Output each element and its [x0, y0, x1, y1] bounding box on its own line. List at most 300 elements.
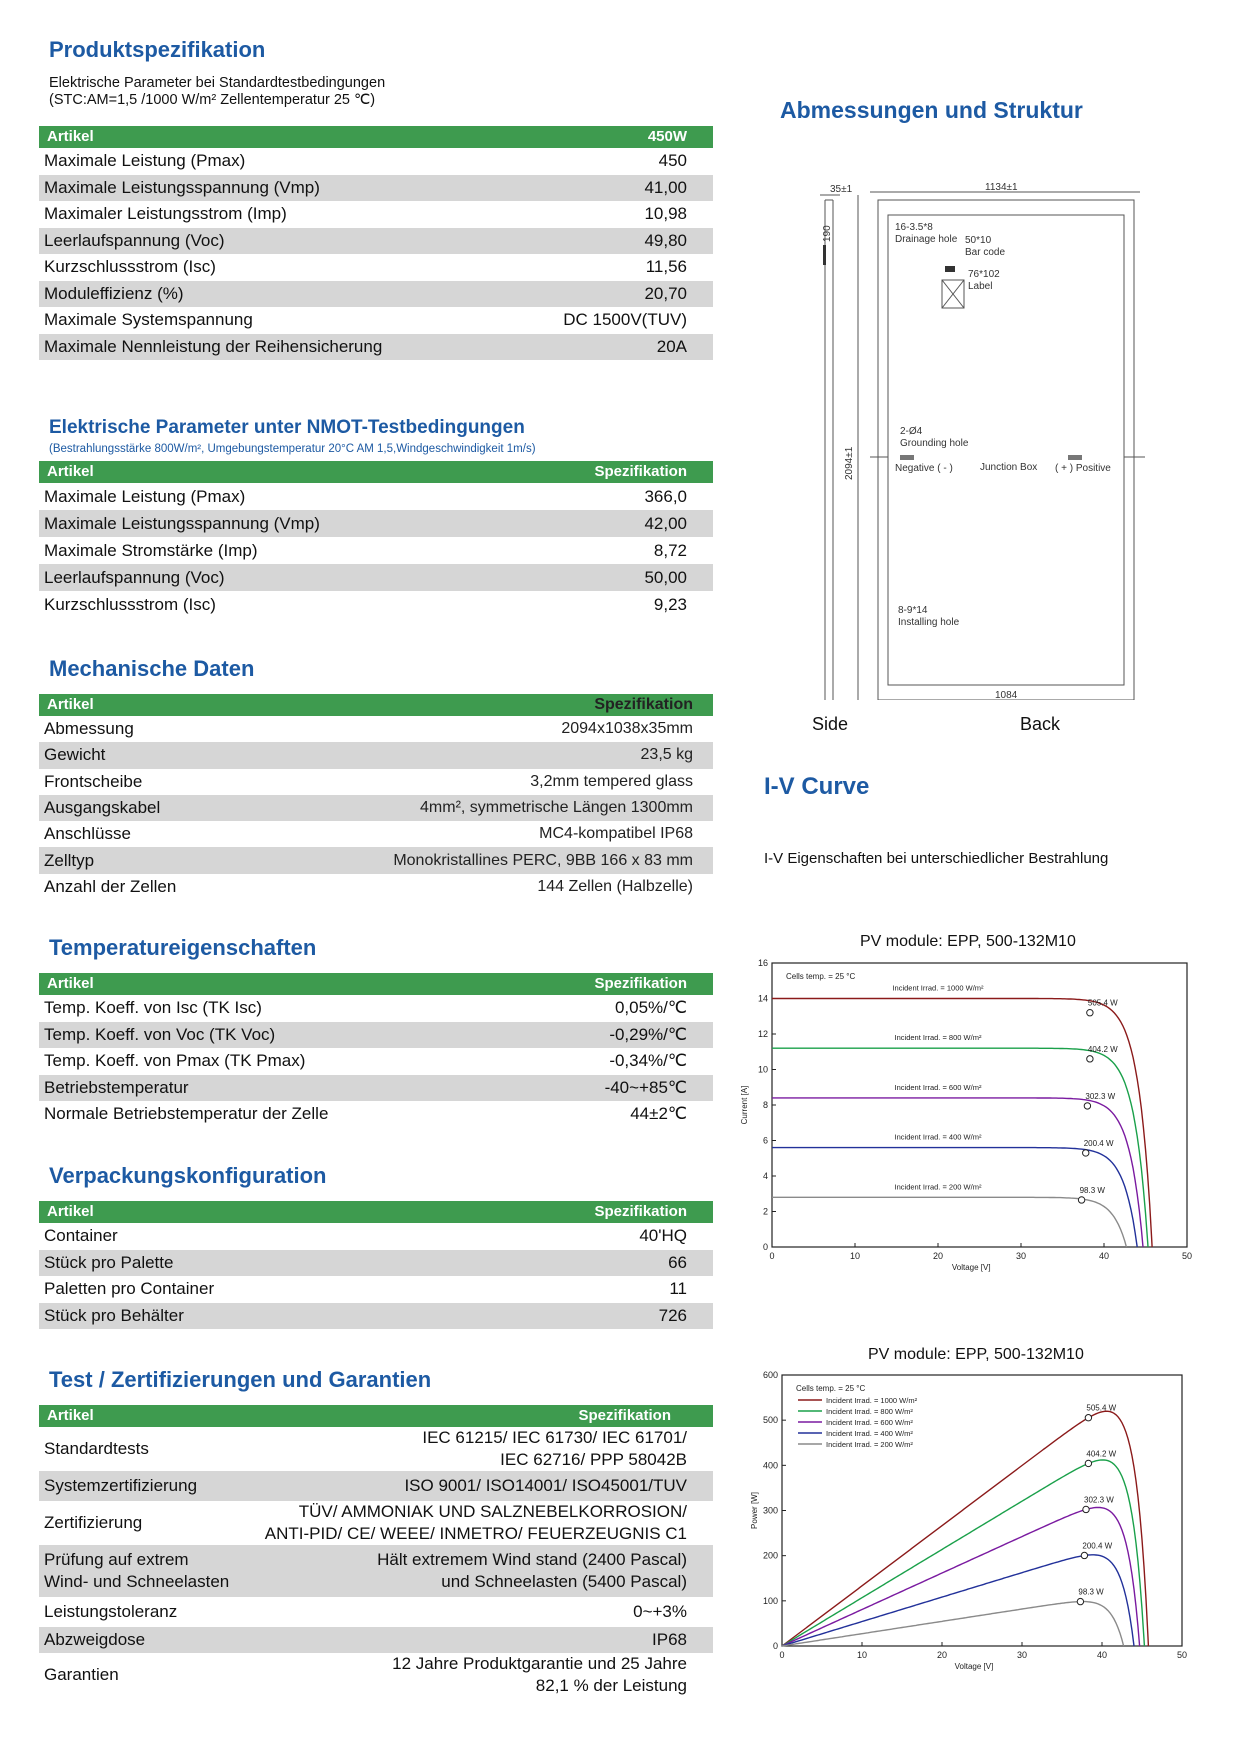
row-value-line: 726 — [658, 1305, 687, 1325]
legend-entry: Incident Irrad. = 200 W/m² — [826, 1440, 913, 1449]
row-label-line: Betriebstemperatur — [44, 1077, 189, 1097]
series-label: Incident Irrad. = 200 W/m² — [894, 1182, 982, 1192]
dim-2094: 2094±1 — [844, 446, 855, 480]
row-value-line: IEC 62716/ PPP 58042B — [500, 1450, 687, 1469]
row-label-line: Abmessung — [44, 719, 134, 739]
row-label-line: Prüfung auf extrem — [44, 1550, 189, 1569]
row-label — [44, 823, 131, 845]
temp-table — [39, 973, 713, 1128]
row-value — [668, 1252, 687, 1274]
mpp-label: 404.2 W — [1087, 1044, 1118, 1054]
table-row — [39, 281, 713, 308]
row-label-line: Leerlaufspannung (Voc) — [44, 567, 225, 587]
row-label — [44, 771, 142, 793]
row-value — [659, 150, 687, 172]
row-label — [44, 540, 257, 562]
row-label — [44, 1549, 229, 1593]
table-row — [39, 1022, 713, 1049]
header-item: Artikel — [47, 696, 94, 713]
chart2-title: PV module: EPP, 500-132M10 — [868, 1346, 1084, 1363]
row-value-line: 0~+3% — [633, 1602, 687, 1621]
y-tick-label: 16 — [757, 958, 768, 968]
table-row — [39, 1223, 713, 1250]
y-axis-label: Power [W] — [750, 1492, 759, 1529]
row-value-line: ISO 9001/ ISO14001/ ISO45001/TUV — [404, 1476, 687, 1495]
header-spec: Spezifikation — [578, 1407, 671, 1424]
y-tick-label: 0 — [772, 1641, 778, 1651]
row-value-line: 49,80 — [644, 230, 687, 250]
chart1-title: PV module: EPP, 500-132M10 — [860, 933, 1076, 950]
table-row — [39, 821, 713, 847]
mpp-point — [1084, 1103, 1090, 1109]
label-size: 76*102 — [968, 269, 1000, 280]
row-value-line: 20,70 — [644, 283, 687, 303]
row-value-line: 12 Jahre Produktgarantie und 25 Jahre — [392, 1654, 687, 1673]
row-label — [44, 1664, 119, 1686]
row-label-line: Maximale Leistungsspannung (Vmp) — [44, 177, 320, 197]
table-row — [39, 1303, 713, 1330]
row-label — [44, 1629, 145, 1651]
y-tick-label: 400 — [762, 1460, 778, 1471]
x-tick-label: 30 — [1016, 1650, 1028, 1660]
row-label — [44, 1512, 142, 1534]
row-label — [44, 718, 134, 740]
x-tick-label: 0 — [769, 1251, 775, 1261]
negative-label: Negative ( - ) — [895, 463, 953, 474]
table-row — [39, 742, 713, 768]
row-label — [44, 1475, 197, 1497]
row-value — [644, 203, 687, 225]
x-tick-label: 50 — [1176, 1650, 1188, 1660]
y-tick-label: 8 — [762, 1100, 768, 1110]
x-tick-label: 40 — [1096, 1650, 1108, 1660]
table-row — [39, 716, 713, 742]
row-label-line: Kurzschlussstrom (Isc) — [44, 257, 216, 277]
row-label — [44, 1077, 189, 1099]
row-label — [44, 797, 160, 819]
legend-entry: Incident Irrad. = 1000 W/m² — [826, 1396, 918, 1405]
pack-table — [39, 1201, 713, 1329]
series-label: Incident Irrad. = 400 W/m² — [894, 1132, 982, 1142]
x-tick-label: 50 — [1181, 1251, 1193, 1261]
row-label-line: Temp. Koeff. von Voc (TK Voc) — [44, 1024, 276, 1044]
header-spec: Spezifikation — [594, 463, 687, 480]
row-label-line: Garantien — [44, 1665, 119, 1684]
row-value — [539, 823, 693, 845]
table-row — [39, 564, 713, 591]
row-value — [639, 1225, 687, 1247]
row-label — [44, 283, 184, 305]
legend-entry: Incident Irrad. = 600 W/m² — [826, 1418, 913, 1427]
row-value — [633, 1601, 687, 1623]
mpp-point — [1087, 1010, 1093, 1016]
row-label-line: Anschlüsse — [44, 824, 131, 844]
row-label-line: Maximale Leistung (Pmax) — [44, 151, 246, 171]
row-value-line: -0,29%/℃ — [609, 1024, 687, 1044]
row-value — [615, 997, 687, 1019]
y-tick-label: 6 — [762, 1135, 768, 1146]
row-value — [644, 230, 687, 252]
dim-35: 35±1 — [830, 184, 853, 195]
row-value — [654, 540, 687, 562]
row-label — [44, 203, 287, 225]
row-value-line: 4mm², symmetrische Längen 1300mm — [420, 799, 693, 817]
header-item: Artikel — [47, 1203, 94, 1220]
row-label — [44, 1103, 328, 1125]
x-tick-label: 20 — [932, 1251, 944, 1261]
table-row — [39, 228, 713, 255]
mpp-label: 505.4 W — [1087, 998, 1118, 1008]
drainage-size: 16-3.5*8 — [895, 222, 933, 233]
series-label: Incident Irrad. = 600 W/m² — [894, 1082, 982, 1092]
temp-title: Temperatureigenschaften — [49, 935, 317, 960]
row-value — [377, 1549, 687, 1593]
table-row — [39, 591, 713, 618]
row-value — [420, 797, 693, 819]
row-value-line: 82,1 % der Leistung — [535, 1676, 687, 1695]
grounding-label: Grounding hole — [900, 438, 969, 449]
mpp-point — [1085, 1415, 1091, 1421]
table-header — [39, 694, 713, 716]
y-tick-label: 10 — [757, 1064, 768, 1075]
row-label — [44, 309, 253, 331]
mech-title: Mechanische Daten — [49, 656, 255, 681]
mpp-point — [1078, 1197, 1084, 1203]
nmot-title: Elektrische Parameter unter NMOT-Testbedingungen — [49, 417, 525, 438]
row-label-line: Zertifizierung — [44, 1513, 143, 1532]
row-value — [644, 283, 687, 305]
row-value — [652, 1629, 687, 1651]
row-value — [654, 594, 687, 616]
label-label: Label — [968, 281, 993, 292]
row-value — [669, 1278, 687, 1300]
table-row — [39, 1653, 713, 1697]
side-label: Side — [812, 714, 849, 734]
row-label — [44, 1024, 275, 1046]
row-value — [609, 1024, 687, 1046]
row-value-line: Hält extremem Wind stand (2400 Pascal) — [377, 1550, 687, 1569]
row-label — [44, 876, 176, 898]
row-value — [630, 1103, 687, 1125]
mpp-label: 200.4 W — [1083, 1138, 1114, 1148]
row-value — [641, 744, 693, 766]
row-value-line: 40'HQ — [639, 1226, 687, 1246]
table-header — [39, 126, 713, 148]
dimension-drawing — [800, 180, 1240, 700]
mpp-label: 302.3 W — [1084, 1495, 1114, 1505]
row-label-line: Wind- und Schneelasten — [44, 1572, 230, 1591]
row-value — [530, 771, 693, 793]
iv-subtitle: I-V Eigenschaften bei unterschiedlicher Bestrahlung — [764, 850, 1109, 867]
y-tick-label: 600 — [762, 1370, 778, 1380]
row-label — [44, 513, 320, 535]
row-label — [44, 1438, 149, 1460]
table-row — [39, 201, 713, 228]
table-row — [39, 1427, 713, 1471]
row-value-line: 0,05%/℃ — [614, 998, 687, 1018]
x-tick-label: 0 — [779, 1650, 785, 1660]
table-row — [39, 769, 713, 795]
drainage-label: Drainage hole — [895, 234, 958, 245]
row-value — [646, 256, 687, 278]
row-value — [563, 309, 687, 331]
row-value-line: 42,00 — [644, 513, 687, 533]
row-label-line: Ausgangskabel — [44, 798, 161, 818]
row-value — [537, 876, 693, 898]
row-label-line: Maximale Nennleistung der Reihensicherung — [44, 336, 383, 356]
y-tick-label: 500 — [762, 1415, 778, 1426]
table-row — [39, 148, 713, 175]
row-label-line: Maximale Systemspannung — [44, 310, 253, 330]
pack-title: Verpackungskonfiguration — [49, 1163, 327, 1188]
dim-1134: 1134±1 — [985, 182, 1018, 193]
row-label-line: Frontscheibe — [44, 771, 143, 791]
table-row — [39, 1075, 713, 1102]
row-value-line: IEC 61215/ IEC 61730/ IEC 61701/ — [422, 1428, 687, 1447]
row-value — [644, 486, 687, 508]
cert-title: Test / Zertifizierungen und Garantien — [49, 1367, 432, 1392]
spec-subtitle-2: (STC:AM=1,5 /1000 W/m² Zellentemperatur 25 ℃) — [49, 92, 376, 108]
spec-table — [39, 126, 713, 360]
dim-1084: 1084 — [995, 690, 1018, 700]
series-label: Incident Irrad. = 1000 W/m² — [892, 983, 984, 993]
cert-table — [39, 1405, 713, 1697]
table-row — [39, 1597, 713, 1627]
table-row — [39, 1276, 713, 1303]
iv-title: I-V Curve — [764, 773, 870, 800]
header-item: Artikel — [47, 128, 94, 145]
x-tick-label: 10 — [849, 1251, 861, 1261]
row-label — [44, 1050, 305, 1072]
row-label-line: Maximaler Leistungsstrom (Imp) — [44, 204, 287, 224]
iv-power-chart — [740, 1367, 1200, 1687]
row-label — [44, 594, 216, 616]
row-value-line: 66 — [668, 1252, 687, 1272]
legend-entry: Incident Irrad. = 400 W/m² — [826, 1429, 913, 1438]
row-label-line: Zelltyp — [44, 850, 95, 870]
row-value — [392, 1653, 687, 1697]
table-row — [39, 1250, 713, 1277]
row-label-line: Temp. Koeff. von Isc (TK Isc) — [44, 998, 262, 1018]
row-value-line: 10,98 — [644, 204, 687, 224]
table-row — [39, 537, 713, 564]
row-label — [44, 1252, 173, 1274]
row-value-line: 3,2mm tempered glass — [530, 772, 693, 790]
row-value-line: 8,72 — [653, 540, 687, 560]
header-item: Artikel — [47, 975, 94, 992]
back-label: Back — [1020, 714, 1061, 734]
row-label-line: Moduleffizienz (%) — [44, 283, 184, 303]
table-row — [39, 1501, 713, 1545]
table-row — [39, 307, 713, 334]
row-label-line: Leistungstoleranz — [44, 1602, 178, 1621]
barcode-size: 50*10 — [965, 235, 992, 246]
row-value — [644, 513, 687, 535]
table-row — [39, 254, 713, 281]
x-axis-label: Voltage [V] — [954, 1662, 994, 1671]
row-value — [561, 718, 693, 740]
y-tick-label: 14 — [757, 993, 768, 1004]
row-value — [422, 1427, 687, 1471]
row-label — [44, 150, 245, 172]
header-spec: Spezifikation — [594, 696, 693, 713]
row-label-line: Gewicht — [44, 745, 106, 765]
installing-size: 8-9*14 — [898, 605, 928, 616]
row-label-line: Leerlaufspannung (Voc) — [44, 230, 225, 250]
table-row — [39, 483, 713, 510]
row-value-line: MC4-kompatibel IP68 — [539, 825, 693, 843]
row-label — [44, 336, 382, 358]
row-label — [44, 567, 225, 589]
row-value-line: -0,34%/℃ — [609, 1051, 687, 1071]
row-value-line: 44±2℃ — [630, 1104, 687, 1124]
table-row — [39, 1627, 713, 1653]
table-row — [39, 874, 713, 900]
row-label-line: Temp. Koeff. von Pmax (TK Pmax) — [44, 1051, 306, 1071]
table-row — [39, 995, 713, 1022]
row-value-line: 366,0 — [644, 486, 687, 506]
grounding-size: 2-Ø4 — [900, 426, 923, 437]
row-value-line: IP68 — [652, 1630, 687, 1649]
mpp-point — [1081, 1552, 1087, 1558]
table-row — [39, 1545, 713, 1597]
row-value — [644, 567, 687, 589]
barcode-label: Bar code — [965, 247, 1006, 258]
table-row — [39, 175, 713, 202]
row-label — [44, 1225, 118, 1247]
mpp-label: 98.3 W — [1079, 1185, 1105, 1195]
table-row — [39, 510, 713, 537]
row-value-line: -40~+85℃ — [604, 1077, 687, 1097]
row-value-line: DC 1500V(TUV) — [563, 310, 687, 330]
row-value-line: 11,56 — [645, 257, 687, 277]
y-tick-label: 4 — [762, 1171, 768, 1181]
mpp-point — [1083, 1150, 1089, 1156]
x-axis-label: Voltage [V] — [951, 1263, 991, 1272]
table-header — [39, 1201, 713, 1223]
installing-label: Installing hole — [898, 617, 960, 628]
x-tick-label: 40 — [1098, 1251, 1110, 1261]
row-value-line: 144 Zellen (Halbzelle) — [537, 877, 693, 895]
row-label — [44, 744, 105, 766]
mpp-point — [1087, 1056, 1093, 1062]
row-value — [659, 1305, 687, 1327]
row-value — [609, 1050, 687, 1072]
row-label — [44, 1601, 177, 1623]
mpp-label: 302.3 W — [1085, 1091, 1116, 1101]
header-spec: Spezifikation — [594, 975, 687, 992]
row-value-line: 450 — [658, 151, 687, 171]
chart-annotation: Cells temp. = 25 °C — [796, 1384, 866, 1393]
mpp-point — [1083, 1506, 1089, 1512]
mpp-label: 404.2 W — [1086, 1449, 1117, 1459]
row-label-line: Systemzertifizierung — [44, 1476, 198, 1495]
header-item: Artikel — [47, 1407, 94, 1424]
row-value — [644, 177, 687, 199]
row-label — [44, 256, 216, 278]
row-value — [265, 1501, 687, 1545]
row-label — [44, 1278, 214, 1300]
nmot-table — [39, 461, 713, 618]
mpp-point — [1077, 1598, 1083, 1604]
junction-box-label: Junction Box — [980, 462, 1038, 473]
header-spec: Spezifikation — [594, 1203, 687, 1220]
row-label-line: Container — [44, 1226, 118, 1246]
dim-190: 190 — [822, 225, 833, 242]
row-value-line: 41,00 — [644, 177, 687, 197]
mpp-point — [1085, 1460, 1091, 1466]
row-label-line: Stück pro Behälter — [44, 1305, 184, 1325]
table-row — [39, 1101, 713, 1128]
table-row — [39, 334, 713, 361]
row-label-line: Paletten pro Container — [44, 1279, 215, 1299]
mpp-label: 200.4 W — [1082, 1541, 1113, 1551]
x-tick-label: 30 — [1015, 1251, 1027, 1261]
row-label-line: Maximale Stromstärke (Imp) — [44, 540, 258, 560]
row-value-line: 9,23 — [653, 594, 687, 614]
row-label-line: Anzahl der Zellen — [44, 876, 177, 896]
table-header — [39, 461, 713, 483]
row-label — [44, 850, 94, 872]
positive-label: ( + ) Positive — [1055, 463, 1111, 474]
table-row — [39, 1048, 713, 1075]
row-label — [44, 1305, 184, 1327]
table-row — [39, 795, 713, 821]
row-label-line: Standardtests — [44, 1439, 149, 1458]
nmot-subtitle: (Bestrahlungsstärke 800W/m², Umgebungstemperatur 20°C AM 1,5,Windgeschwindigkeit 1m/s) — [49, 443, 536, 455]
row-value-line: 2094x1038x35mm — [561, 720, 693, 738]
row-label-line: Abzweigdose — [44, 1630, 146, 1649]
y-tick-label: 0 — [762, 1242, 768, 1252]
row-label-line: Kurzschlussstrom (Isc) — [44, 594, 216, 614]
y-tick-label: 300 — [762, 1505, 778, 1516]
chart-annotation: Cells temp. = 25 °C — [786, 972, 856, 981]
y-tick-label: 12 — [757, 1029, 768, 1039]
row-value-line: 20A — [656, 336, 687, 356]
mech-table — [39, 694, 713, 900]
row-value-line: Monokristallines PERC, 9BB 166 x 83 mm — [393, 851, 693, 869]
row-label-line: Maximale Leistungsspannung (Vmp) — [44, 513, 320, 533]
mpp-label: 505.4 W — [1086, 1403, 1117, 1413]
row-label-line: Normale Betriebstemperatur der Zelle — [44, 1104, 329, 1124]
x-tick-label: 20 — [936, 1650, 948, 1660]
y-tick-label: 2 — [762, 1206, 768, 1217]
row-label — [44, 230, 225, 252]
x-tick-label: 10 — [856, 1650, 868, 1660]
y-axis-label: Current [A] — [740, 1085, 749, 1125]
table-header — [39, 1405, 713, 1427]
row-value-line: TÜV/ AMMONIAK UND SALZNEBELKORROSION/ — [298, 1502, 687, 1521]
row-value — [657, 336, 687, 358]
iv-current-chart — [740, 955, 1200, 1295]
row-value-line: 23,5 kg — [640, 746, 693, 764]
row-label — [44, 486, 245, 508]
row-value-line: 11 — [669, 1279, 687, 1299]
mpp-label: 98.3 W — [1078, 1587, 1104, 1597]
row-value-line: ANTI-PID/ CE/ WEEE/ INMETRO/ FEUERZEUGNIS C1 — [264, 1524, 687, 1543]
row-label-line: Stück pro Palette — [44, 1252, 174, 1272]
legend-entry: Incident Irrad. = 800 W/m² — [826, 1407, 913, 1416]
row-value — [404, 1475, 687, 1497]
row-value-line: 50,00 — [644, 567, 687, 587]
header-item: Artikel — [47, 463, 94, 480]
row-label — [44, 997, 262, 1019]
plot-frame — [772, 963, 1187, 1247]
row-label-line: Maximale Leistung (Pmax) — [44, 486, 246, 506]
table-header — [39, 973, 713, 995]
table-row — [39, 847, 713, 873]
table-row — [39, 1471, 713, 1501]
